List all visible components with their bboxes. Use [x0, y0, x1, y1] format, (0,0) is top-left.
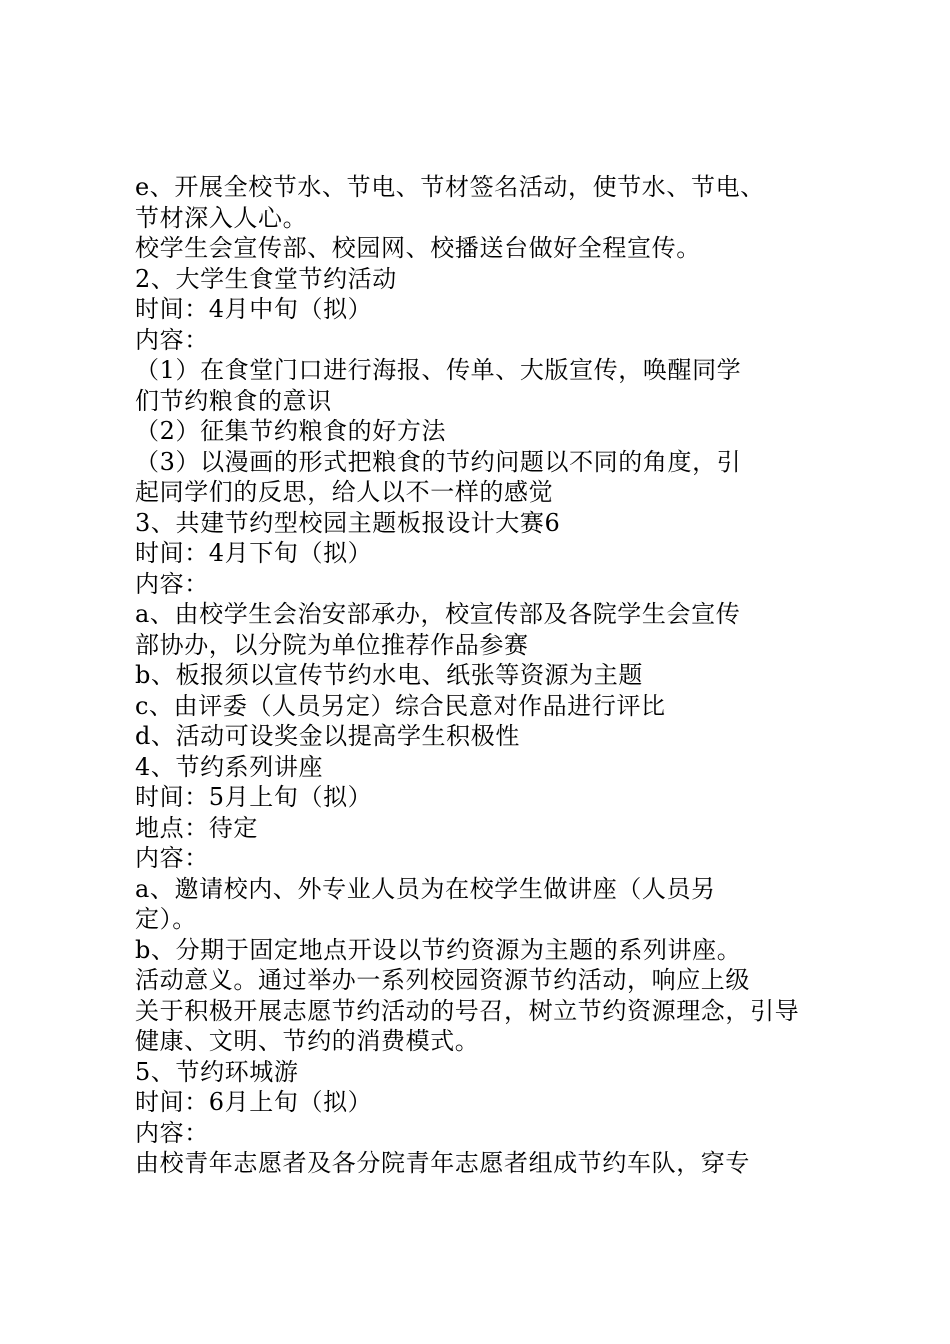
paragraph-line: 内容：: [135, 844, 209, 872]
paragraph-line: （3）以漫画的形式把粮食的节约问题以不同的角度，引: [135, 447, 742, 476]
section-heading: 5、节约环城游: [135, 1057, 299, 1086]
paragraph-line: d、活动可设奖金以提高学生积极性: [135, 722, 520, 750]
paragraph-line: 起同学们的反思，给人以不一样的感觉: [135, 478, 554, 506]
paragraph-line: （1）在食堂门口进行海报、传单、大版宣传，唤醒同学: [135, 356, 742, 384]
section-heading: 4、节约系列讲座: [135, 752, 324, 781]
paragraph-line: c、由评委（人员另定）综合民意对作品进行评比: [135, 691, 666, 720]
paragraph-line: 们节约粮食的意识: [135, 386, 332, 415]
paragraph-line: 节材深入人心。: [135, 203, 308, 232]
paragraph-line: 时间：4月中旬（拟）: [135, 295, 373, 323]
paragraph-line: 定）。: [135, 905, 197, 933]
section-heading: 3、共建节约型校园主题板报设计大赛6: [135, 508, 561, 537]
paragraph-line: 关于积极开展志愿节约活动的号召，树立节约资源理念，引导: [135, 996, 800, 1025]
paragraph-line: 由校青年志愿者及各分院青年志愿者组成节约车队，穿专: [135, 1149, 750, 1177]
paragraph-line: 时间：6月上旬（拟）: [135, 1088, 373, 1116]
paragraph-line: 校学生会宣传部、校园网、校播送台做好全程宣传。: [135, 234, 701, 262]
paragraph-line: b、分期于固定地点开设以节约资源为主题的系列讲座。: [135, 935, 742, 964]
paragraph-line: a、由校学生会治安部承办，校宣传部及各院学生会宣传: [135, 600, 741, 628]
paragraph-line: 地点：待定: [135, 813, 258, 842]
paragraph-line: 部协办，以分院为单位推荐作品参赛: [135, 630, 529, 659]
paragraph-line: a、邀请校内、外专业人员为在校学生做讲座（人员另: [135, 874, 716, 903]
paragraph-line: 内容：: [135, 1118, 209, 1147]
paragraph-line: 内容：: [135, 325, 209, 354]
paragraph-line: 时间：4月下旬（拟）: [135, 539, 373, 567]
paragraph-line: 活动意义。通过举办一系列校园资源节约活动，响应上级: [135, 966, 750, 994]
paragraph-line: e、开展全校节水、节电、节材签名活动，使节水、节电、: [135, 173, 765, 201]
document-body: [135, 172, 825, 1179]
paragraph-line: 健康、文明、节约的消费模式。: [135, 1027, 480, 1055]
paragraph-line: 内容：: [135, 569, 209, 598]
paragraph-line: b、板报须以宣传节约水电、纸张等资源为主题: [135, 661, 643, 689]
paragraph-line: （2）征集节约粮食的好方法: [135, 417, 447, 445]
paragraph-line: 时间：5月上旬（拟）: [135, 783, 373, 811]
section-heading: 2、大学生食堂节约活动: [135, 264, 397, 293]
